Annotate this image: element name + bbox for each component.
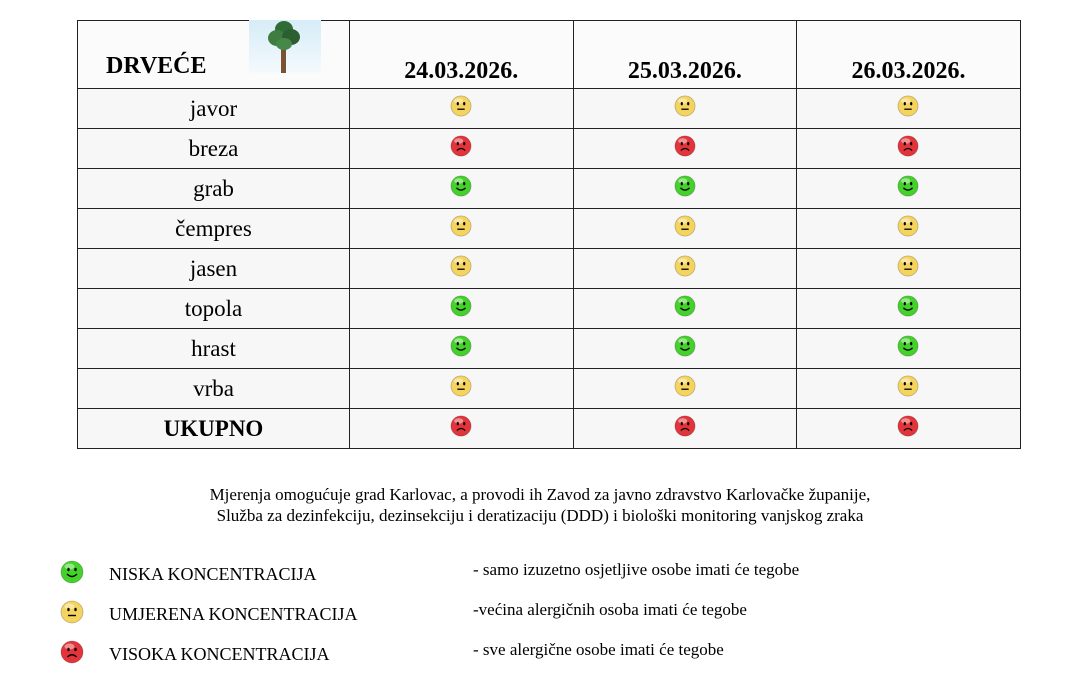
concentration-cell bbox=[350, 329, 574, 369]
smiley-yellow-icon bbox=[897, 95, 919, 117]
smiley-yellow-icon bbox=[897, 375, 919, 397]
smiley-yellow-icon bbox=[674, 95, 696, 117]
table-header-row bbox=[78, 21, 1021, 89]
smiley-green-icon bbox=[674, 175, 696, 197]
legend-description: - samo izuzetno osjetljive osobe imati će tegobe bbox=[473, 560, 800, 579]
smiley-green-icon bbox=[897, 335, 919, 357]
concentration-cell bbox=[797, 209, 1021, 249]
legend-label: NISKA KONCENTRACIJA bbox=[109, 564, 317, 584]
legend-description: - sve alergične osobe imati će tegobe bbox=[473, 640, 724, 659]
tree-name: breza bbox=[78, 129, 350, 169]
smiley-green-icon bbox=[897, 295, 919, 317]
date-header: 25.03.2026. bbox=[573, 21, 797, 89]
concentration-cell bbox=[573, 369, 797, 409]
smiley-red-icon bbox=[897, 135, 919, 157]
concentration-cell bbox=[350, 129, 574, 169]
table-row bbox=[78, 209, 1021, 249]
smiley-red-icon bbox=[450, 415, 472, 437]
smiley-green-icon bbox=[897, 175, 919, 197]
smiley-yellow-icon bbox=[674, 375, 696, 397]
concentration-cell bbox=[573, 409, 797, 449]
concentration-cell bbox=[797, 369, 1021, 409]
legend-description: -većina alergičnih osoba imati će tegobe bbox=[473, 600, 747, 619]
total-row bbox=[78, 409, 1021, 449]
concentration-cell bbox=[573, 129, 797, 169]
date-header: 26.03.2026. bbox=[797, 21, 1021, 89]
smiley-yellow-icon bbox=[674, 215, 696, 237]
smiley-green-icon bbox=[674, 295, 696, 317]
table-row bbox=[78, 129, 1021, 169]
smiley-yellow-icon bbox=[674, 255, 696, 277]
smiley-green-icon bbox=[450, 175, 472, 197]
smiley-red-icon bbox=[897, 415, 919, 437]
smiley-green-icon bbox=[450, 335, 472, 357]
pollen-table bbox=[77, 20, 1021, 449]
note-line-1: Mjerenja omogućuje grad Karlovac, a provodi ih Zavod za javno zdravstvo Karlovačke županije, bbox=[209, 485, 871, 504]
concentration-cell bbox=[350, 409, 574, 449]
smiley-green-icon bbox=[674, 335, 696, 357]
concentration-cell bbox=[573, 329, 797, 369]
note-line-2: Služba za dezinfekciju, dezinsekciju i deratizaciju (DDD) i biološki monitoring vanjskog zraka bbox=[216, 506, 864, 525]
table-row bbox=[78, 249, 1021, 289]
concentration-cell bbox=[573, 89, 797, 129]
tree-name: javor bbox=[78, 89, 350, 129]
smiley-green-icon bbox=[60, 560, 84, 584]
table-row bbox=[78, 289, 1021, 329]
table-row bbox=[78, 329, 1021, 369]
concentration-cell bbox=[797, 409, 1021, 449]
smiley-yellow-icon bbox=[450, 215, 472, 237]
concentration-cell bbox=[350, 289, 574, 329]
smiley-green-icon bbox=[450, 295, 472, 317]
smiley-yellow-icon bbox=[60, 600, 84, 624]
concentration-cell bbox=[573, 249, 797, 289]
total-label: UKUPNO bbox=[78, 409, 350, 449]
concentration-cell bbox=[573, 209, 797, 249]
concentration-cell bbox=[797, 129, 1021, 169]
smiley-red-icon bbox=[674, 135, 696, 157]
tree-name: topola bbox=[78, 289, 350, 329]
smiley-yellow-icon bbox=[897, 215, 919, 237]
concentration-cell bbox=[797, 329, 1021, 369]
legend-label: VISOKA KONCENTRACIJA bbox=[109, 644, 330, 664]
concentration-cell bbox=[350, 369, 574, 409]
concentration-cell bbox=[573, 289, 797, 329]
smiley-red-icon bbox=[450, 135, 472, 157]
smiley-yellow-icon bbox=[450, 95, 472, 117]
tree-icon bbox=[249, 20, 321, 73]
table-row bbox=[78, 169, 1021, 209]
legend-label: UMJERENA KONCENTRACIJA bbox=[109, 604, 358, 624]
table-title: DRVEĆE bbox=[106, 53, 207, 79]
tree-name: hrast bbox=[78, 329, 350, 369]
smiley-yellow-icon bbox=[450, 375, 472, 397]
header-title-cell bbox=[78, 21, 350, 89]
smiley-yellow-icon bbox=[450, 255, 472, 277]
table-row bbox=[78, 89, 1021, 129]
tree-name: grab bbox=[78, 169, 350, 209]
date-header: 24.03.2026. bbox=[350, 21, 574, 89]
tree-name: jasen bbox=[78, 249, 350, 289]
concentration-cell bbox=[797, 89, 1021, 129]
table-row bbox=[78, 369, 1021, 409]
concentration-cell bbox=[797, 169, 1021, 209]
tree-name: vrba bbox=[78, 369, 350, 409]
concentration-cell bbox=[573, 169, 797, 209]
tree-name: čempres bbox=[78, 209, 350, 249]
smiley-yellow-icon bbox=[897, 255, 919, 277]
concentration-cell bbox=[350, 169, 574, 209]
concentration-cell bbox=[350, 209, 574, 249]
concentration-cell bbox=[350, 249, 574, 289]
concentration-cell bbox=[350, 89, 574, 129]
smiley-red-icon bbox=[674, 415, 696, 437]
concentration-cell bbox=[797, 249, 1021, 289]
concentration-cell bbox=[797, 289, 1021, 329]
smiley-red-icon bbox=[60, 640, 84, 664]
